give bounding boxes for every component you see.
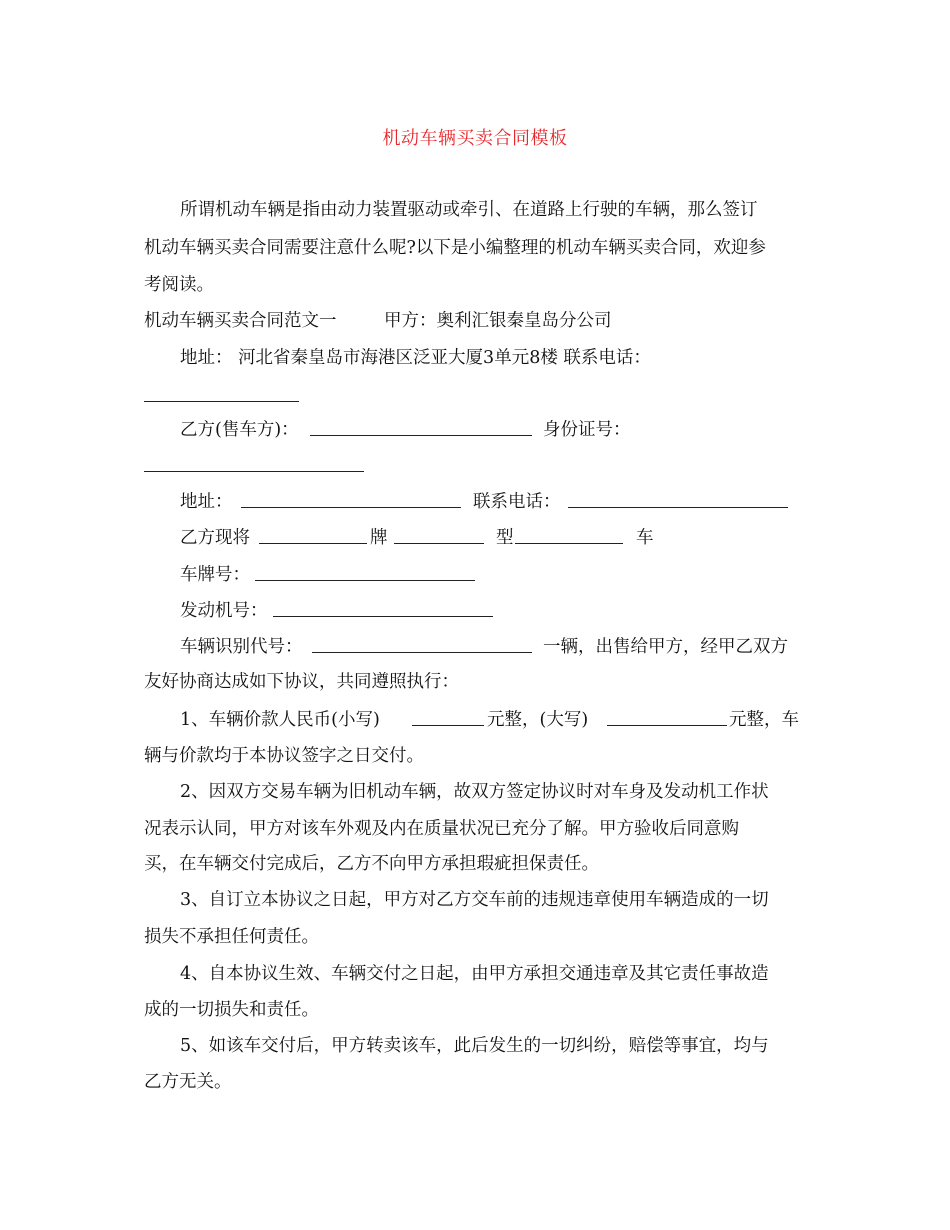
phone-b-label: 联系电话：	[473, 492, 561, 512]
model-blank-1	[394, 543, 484, 544]
intro-line-1: 所谓机动车辆是指由动力装置驱动或牵引、在道路上行驶的车辆，那么签订	[180, 200, 758, 220]
clause-2-line-3: 买，在车辆交付完成后，乙方不向甲方承担瑕疵担保责任。	[144, 854, 599, 874]
vehicle-lead: 乙方现将	[180, 528, 250, 548]
clause-3-line-2: 损失不承担任何责任。	[144, 927, 319, 947]
party-b-label: 乙方(售车方)：	[180, 420, 299, 440]
clause-1-start: 1、车辆价款人民币(小写)	[180, 710, 380, 730]
clause-2-line-1: 2、因双方交易车辆为旧机动车辆，故双方签定协议时对车身及发动机工作状	[180, 782, 769, 802]
clause-2-line-2: 况表示认同，甲方对该车外观及内在质量状况已充分了解。甲方验收后同意购	[144, 819, 739, 839]
intro-line-3: 考阅读。	[144, 275, 214, 295]
plate-label: 车牌号：	[180, 565, 250, 585]
price-lower-blank	[412, 725, 484, 726]
vin-label: 车辆识别代号：	[180, 637, 303, 657]
clause-1-mid: 元整，(大写)	[487, 710, 589, 730]
clause-3-line-1: 3、自订立本协议之日起，甲方对乙方交车前的违规违章使用车辆造成的一切	[180, 890, 769, 910]
id-label: 身份证号：	[543, 420, 631, 440]
price-upper-blank	[607, 725, 727, 726]
clause-1-end: 元整，车	[729, 710, 799, 730]
address-b-label: 地址：	[180, 492, 233, 512]
brand-blank	[259, 543, 367, 544]
vehicle-car: 车	[636, 528, 654, 548]
vehicle-brand: 牌	[370, 528, 388, 548]
party-b-blank	[310, 435, 532, 436]
model-blank-2	[515, 543, 623, 544]
clause-1-cont: 辆与价款均于本协议签字之日交付。	[144, 746, 424, 766]
id-blank	[144, 471, 364, 472]
party-a: 甲方：奥利汇银秦皇岛分公司	[384, 311, 612, 331]
sample-heading: 机动车辆买卖合同范文一	[144, 311, 337, 331]
vin-blank	[312, 652, 532, 653]
plate-blank	[255, 580, 475, 581]
document-title: 机动车辆买卖合同模板	[382, 128, 568, 149]
vehicle-model: 型	[496, 528, 514, 548]
address-a: 地址： 河北省秦皇岛市海港区泛亚大厦3单元8楼 联系电话：	[180, 348, 651, 368]
clause-4-line-1: 4、自本协议生效、车辆交付之日起，由甲方承担交通违章及其它责任事故造	[180, 964, 769, 984]
phone-a-blank	[144, 401, 299, 402]
clause-4-line-2: 成的一切损失和责任。	[144, 1000, 319, 1020]
clause-5-line-1: 5、如该车交付后，甲方转卖该车，此后发生的一切纠纷，赔偿等事宜，均与	[180, 1036, 769, 1056]
engine-blank	[273, 616, 493, 617]
phone-b-blank	[568, 507, 788, 508]
address-b-blank	[241, 507, 461, 508]
vin-continuation: 友好协商达成如下协议，共同遵照执行：	[144, 672, 459, 692]
clause-5-line-2: 乙方无关。	[144, 1072, 232, 1092]
intro-line-2: 机动车辆买卖合同需要注意什么呢?以下是小编整理的机动车辆买卖合同，欢迎参	[144, 238, 766, 258]
vin-tail: 一辆，出售给甲方，经甲乙双方	[543, 637, 788, 657]
engine-label: 发动机号：	[180, 601, 268, 621]
